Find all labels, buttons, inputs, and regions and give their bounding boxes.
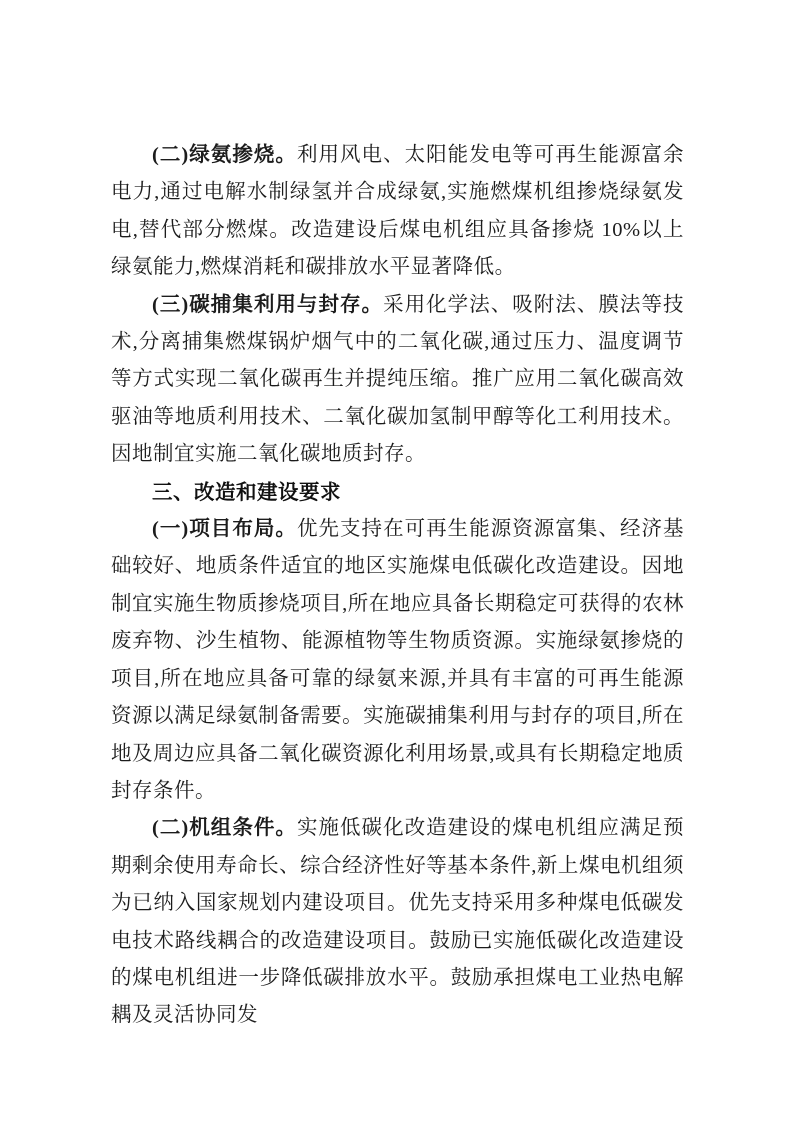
paragraph bbox=[111, 511, 684, 810]
paragraph-text: 优先支持在可再生能源资源富集、经济基础较好、地质条件适宜的地区实施煤电低碳化改造建设。因地制宜实施生物质掺烧项目,所在地应具备长期稳定可获得的农林废弃物、沙生植物、能源植物等生物质资源。实施绿氨掺烧的项目,所在地应具备可靠的绿氨来源,并具有丰富的可再生能源资源以满足绿氨制备需要。实施碳捕集利用与封存的项目,所在地及周边应具备二氧化碳资源化利用场景,或具有长期稳定地质封存条件。 bbox=[111, 518, 685, 802]
paragraph bbox=[111, 287, 684, 474]
paragraph-lead: (二)机组条件。 bbox=[152, 817, 297, 840]
section-heading: 三、改造和建设要求 bbox=[152, 480, 341, 504]
paragraph-lead: (二)绿氨掺烧。 bbox=[152, 144, 297, 166]
paragraph-text: 采用化学法、吸附法、膜法等技术,分离捕集燃煤锅炉烟气中的二氧化碳,通过压力、温度调节等方式实现二氧化碳再生并提纯压缩。推广应用二氧化碳高效驱油等地质利用技术、二氧化碳加氢制甲醇等化工利用技术。因地制宜实施二氧化碳地质封存。 bbox=[111, 293, 685, 466]
paragraph-lead: (三)碳捕集利用与封存。 bbox=[152, 293, 384, 316]
document-body bbox=[111, 137, 684, 1035]
paragraph-text: 利用风电、太阳能发电等可再生能源富余电力,通过电解水制绿氢并合成绿氨,实施燃煤机组掺烧绿氨发电,替代部分燃煤。改造建设后煤电机组应具备掺烧 10%以上绿氨能力,燃煤消耗和碳排放水平显著降低。 bbox=[111, 144, 685, 279]
paragraph-lead: (一)项目布局。 bbox=[152, 518, 297, 541]
paragraph bbox=[111, 810, 684, 1034]
paragraph-text: 实施低碳化改造建设的煤电机组应满足预期剩余使用寿命长、综合经济性好等基本条件,新上煤电机组须为已纳入国家规划内建设项目。优先支持采用多种煤电低碳发电技术路线耦合的改造建设项目。鼓励已实施低碳化改造建设的煤电机组进一步降低碳排放水平。鼓励承担煤电工业热电解耦及灵活协同发 bbox=[111, 817, 685, 1027]
paragraph bbox=[111, 137, 684, 287]
